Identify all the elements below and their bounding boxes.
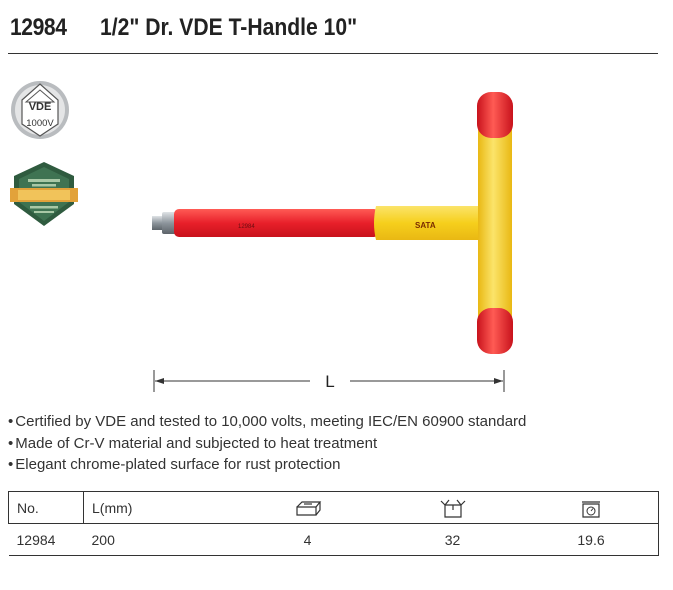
table-header-row	[9, 492, 659, 524]
product-code: 12984	[10, 14, 67, 41]
page-header	[0, 0, 673, 54]
vde-voltage: 1000V	[26, 118, 54, 129]
svg-text:12984: 12984	[238, 224, 255, 230]
vde-certification-icon	[10, 80, 70, 140]
feature-item: • Made of Cr-V material and subjected to heat treatment	[8, 433, 526, 455]
feature-list	[8, 411, 526, 476]
cell-no: 12984	[9, 524, 84, 556]
length-dimension-line	[150, 366, 510, 396]
feature-item: • Elegant chrome-plated surface for rust protection	[8, 454, 526, 476]
inner-pack-icon	[294, 499, 322, 517]
col-length-header: L(mm)	[84, 492, 235, 524]
spec-table	[8, 491, 659, 556]
t-handle-tool-image	[140, 88, 540, 358]
system-shield-badge-icon	[8, 160, 80, 228]
vde-text: VDE	[28, 101, 52, 113]
feature-item: • Certified by VDE and tested to 10,000 volts, meeting IEC/EN 60900 standard	[8, 411, 526, 433]
cell-length: 200	[84, 524, 235, 556]
table-row	[9, 524, 659, 556]
header-divider	[8, 53, 658, 54]
cell-weight: 19.6	[524, 524, 659, 556]
product-title: 1/2" Dr. VDE T-Handle 10"	[100, 14, 358, 41]
cell-carton-qty: 32	[381, 524, 524, 556]
col-no-header: No.	[9, 492, 84, 524]
brand-mark: SATA	[415, 221, 436, 230]
weight-scale-icon	[580, 498, 602, 518]
cell-inner-qty: 4	[234, 524, 381, 556]
carton-box-icon	[440, 498, 466, 518]
dimension-label: L	[325, 372, 335, 391]
